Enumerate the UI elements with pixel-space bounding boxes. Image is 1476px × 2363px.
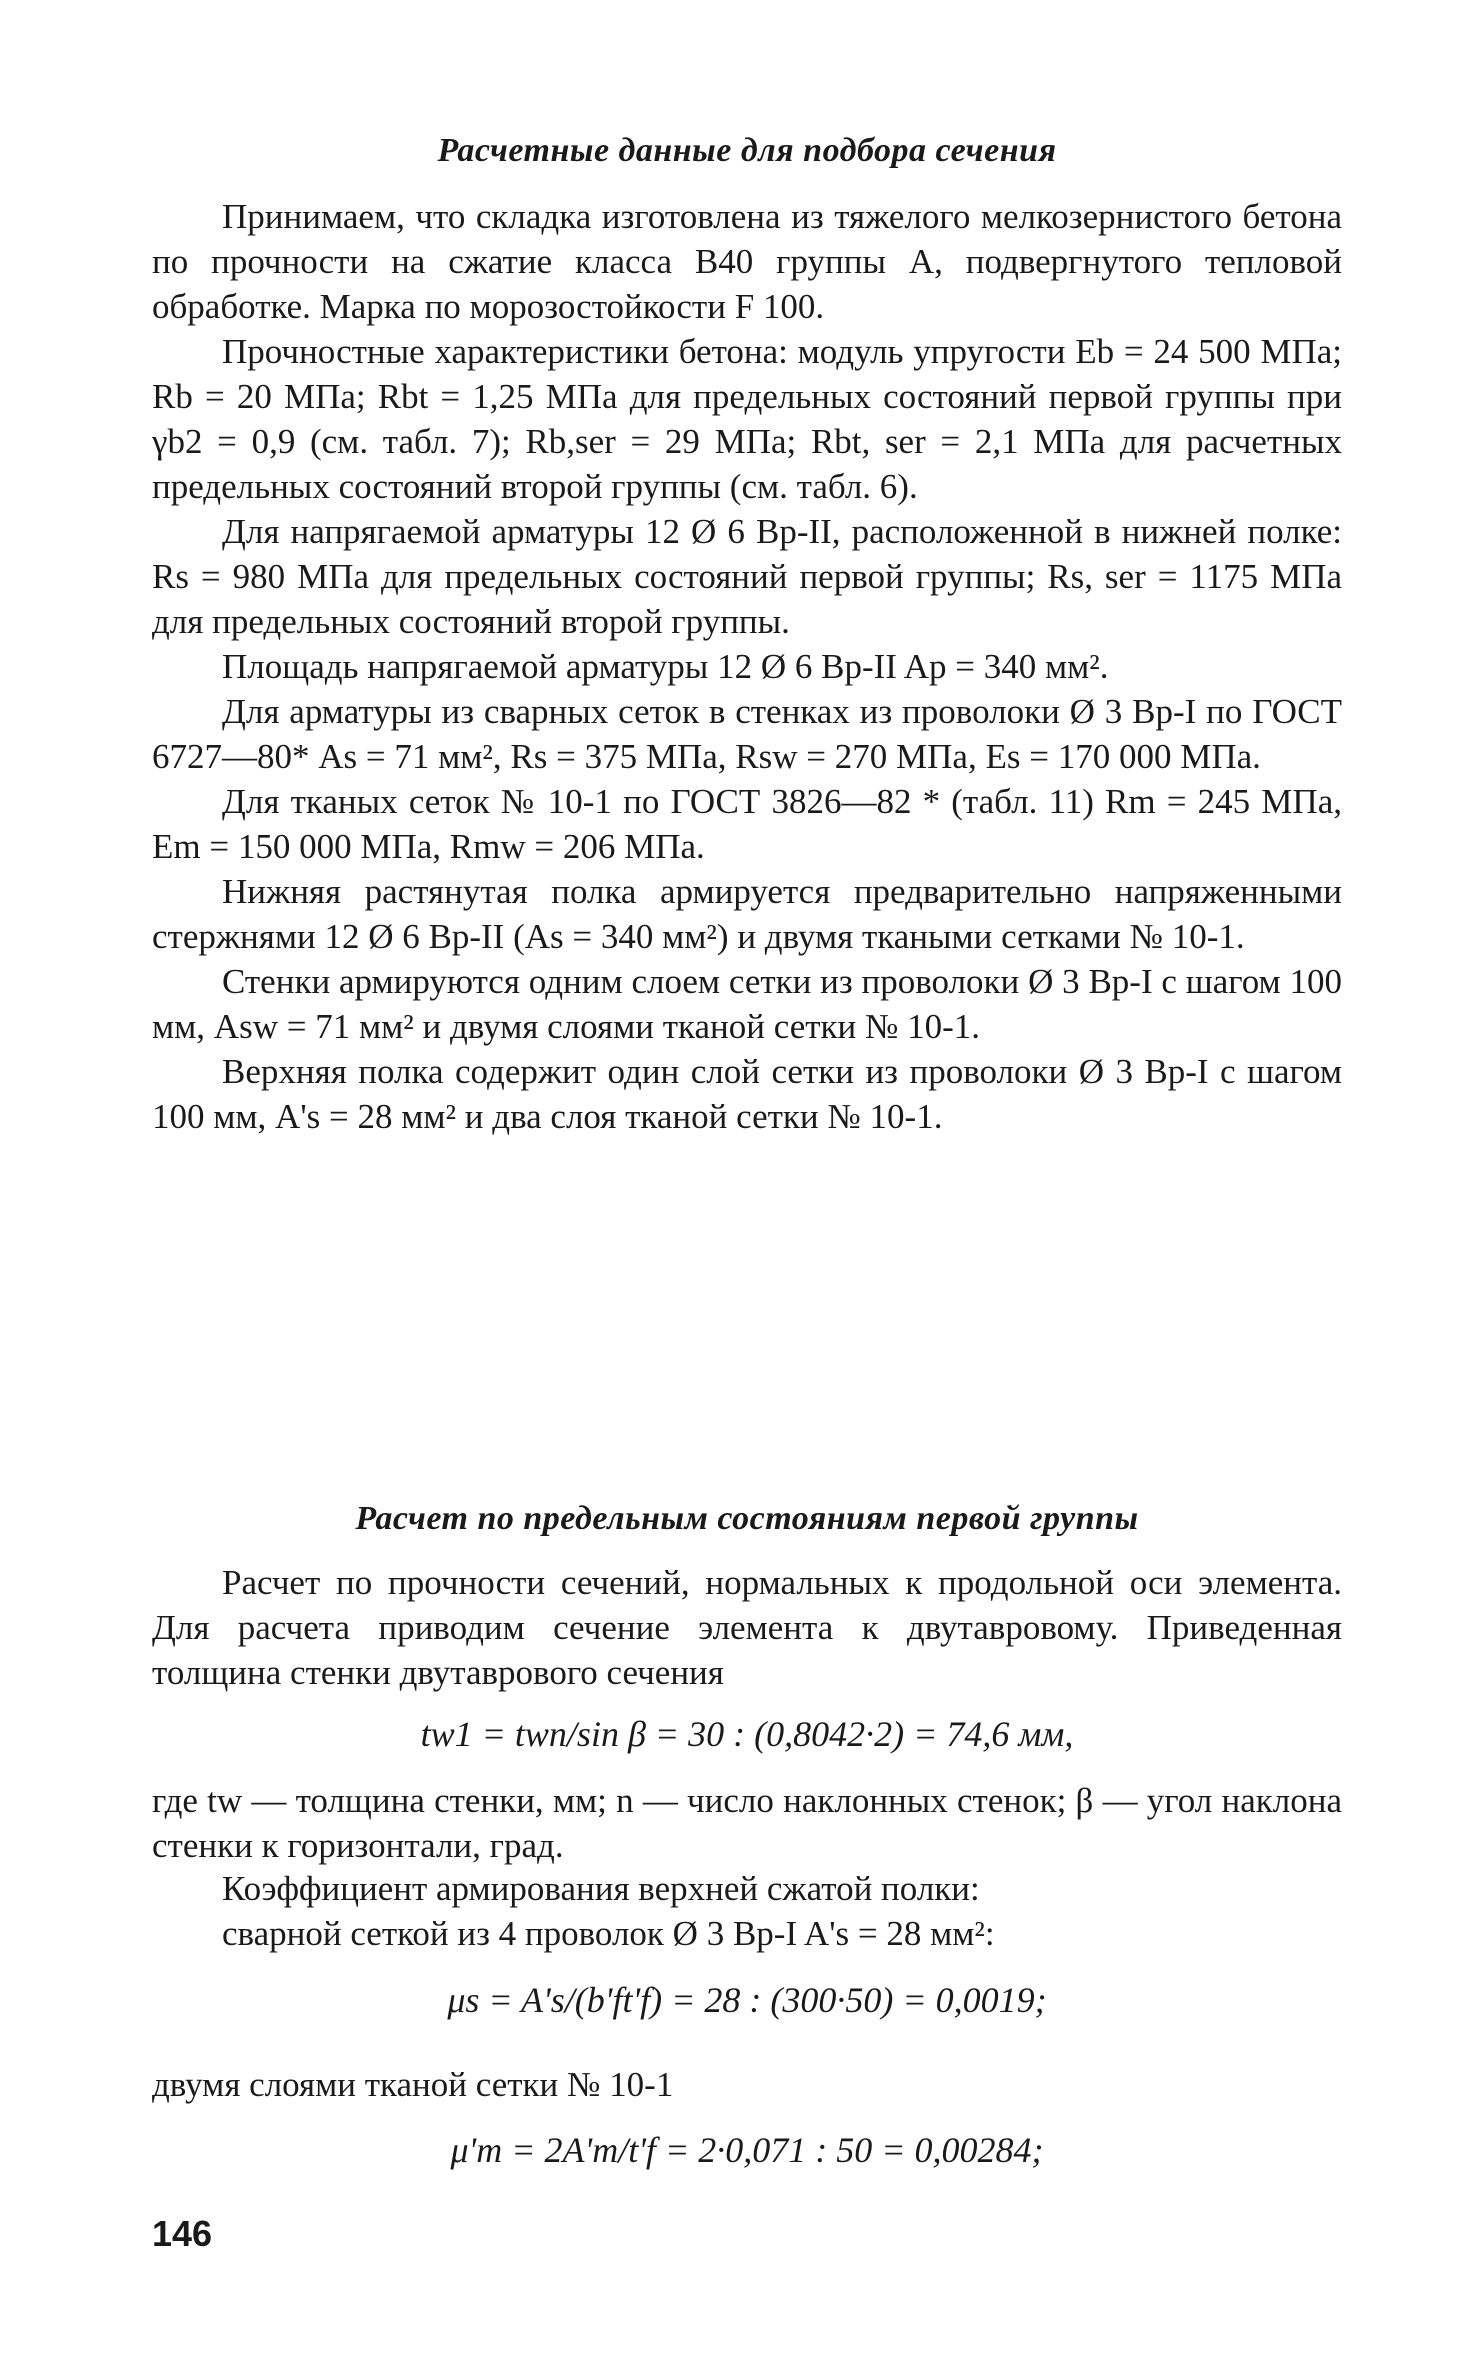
paragraph-lower-flange: Нижняя растянутая полка армируется предварительно напряженными стержнями 12 Ø 6 Вр-II (As = 340 мм²) и двумя ткаными сетками № 10-1. — [152, 872, 1342, 956]
text-block-first-group — [152, 1560, 1342, 1695]
paragraph-reinforcement-ratio: Коэффициент армирования верхней сжатой полки: — [222, 1869, 980, 1908]
formula-mu-m: μ'm = 2A'm/t'f = 2·0,071 : 50 = 0,00284; — [450, 2130, 1044, 2170]
paragraph-woven-mesh: Для тканых сеток № 10-1 по ГОСТ 3826—82 * (табл. 11) Rm = 245 МПа, Em = 150 000 МПа, Rmw = 206 МПа. — [152, 782, 1342, 866]
section-heading-first-group: Расчет по предельным состояниям первой группы — [355, 1500, 1139, 1537]
text-block-design-data — [152, 194, 1342, 1139]
paragraph-upper-flange: Верхняя полка содержит один слой сетки из проволоки Ø 3 Вр-I с шагом 100 мм, A's = 28 мм² и два слоя тканой сетки № 10-1. — [152, 1052, 1342, 1136]
paragraph-notation: где tw — толщина стенки, мм; n — число наклонных стенок; β — угол наклона стенки к горизонтали, град. — [152, 1781, 1342, 1865]
paragraph-concrete-strength: Прочностные характеристики бетона: модуль упругости Eb = 24 500 МПа; Rb = 20 МПа; Rbt = 1,25 МПа для предельных состояний первой группы при γb2 = 0,9 (см. табл. 7); Rb,ser = 29 МПа; Rbt, ser = 2,1 МПа для расчетных предельных состояний второй группы (см. табл. 6). — [152, 332, 1342, 506]
section-heading-design-data: Расчетные данные для подбора сечения — [437, 132, 1057, 169]
paragraph-walls: Стенки армируются одним слоем сетки из проволоки Ø 3 Вр-I с шагом 100 мм, Asw = 71 мм² и двумя слоями тканой сетки № 10-1. — [152, 962, 1342, 1046]
paragraph-woven-layers: двумя слоями тканой сетки № 10-1 — [152, 2065, 674, 2104]
paragraph-prestressed-rebar: Для напрягаемой арматуры 12 Ø 6 Вр-II, расположенной в нижней полке: Rs = 980 МПа для предельных состояний первой группы; Rs, ser = 1175 МПа для предельных состояний второй группы. — [152, 512, 1342, 641]
paragraph-section-strength: Расчет по прочности сечений, нормальных к продольной оси элемента. Для расчета приводим сечение элемента к двутавровому. Приведенная толщина стенки двутаврового сечения — [152, 1563, 1342, 1692]
text-block-notation — [152, 1778, 1342, 1868]
formula-wall-thickness: tw1 = twn/sin β = 30 : (0,8042·2) = 74,6 мм, — [420, 1714, 1074, 1754]
formula-mu-s: μs = A's/(b'ft'f) = 28 : (300·50) = 0,0019; — [447, 1980, 1047, 2020]
page-number: 146 — [152, 2213, 213, 2254]
paragraph-welded-mesh-wires: сварной сеткой из 4 проволок Ø 3 Вр-I A's = 28 мм²: — [222, 1914, 995, 1953]
text-block-reinforcement — [152, 1866, 1342, 1956]
text-block-woven-layers — [152, 2062, 1342, 2107]
paragraph-rebar-area: Площадь напрягаемой арматуры 12 Ø 6 Вр-II Ap = 340 мм². — [222, 647, 1109, 686]
paragraph-welded-mesh: Для арматуры из сварных сеток в стенках из проволоки Ø 3 Вр-I по ГОСТ 6727—80* As = 71 мм², Rs = 375 МПа, Rsw = 270 МПа, Es = 170 000 МПа. — [152, 692, 1342, 776]
paragraph-concrete-class: Принимаем, что складка изготовлена из тяжелого мелкозернистого бетона по прочности на сжатие класса В40 группы А, подвергнутого тепловой обработке. Марка по морозостойкости F 100. — [152, 197, 1342, 326]
